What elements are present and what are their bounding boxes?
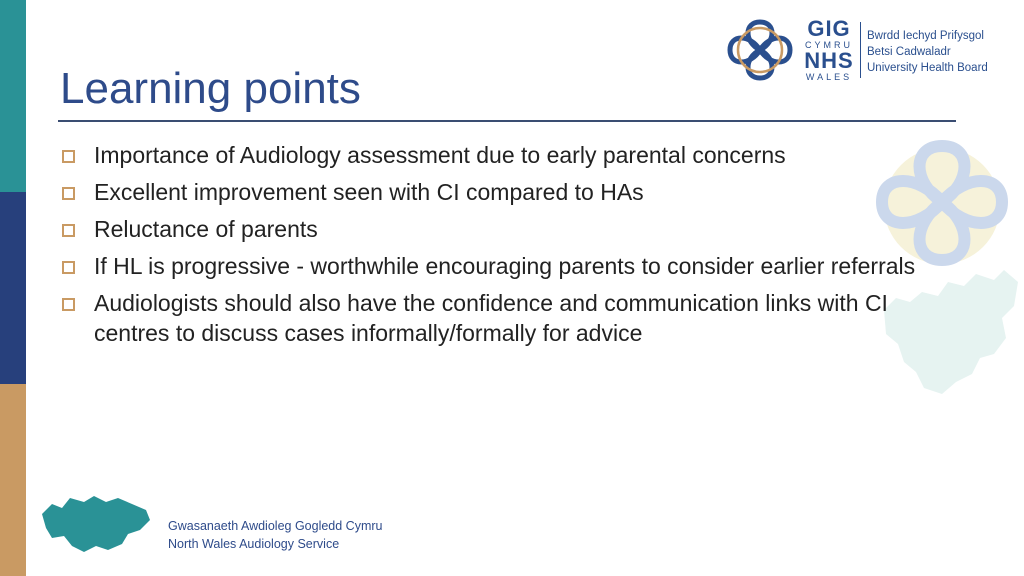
north-wales-map-icon — [40, 494, 152, 556]
bullet-square-icon — [62, 261, 75, 274]
bullet-text: Audiologists should also have the confidence and communication links with CI centres to discuss cases informally/formally for advice — [94, 290, 888, 346]
side-stripe-teal — [0, 0, 26, 192]
slide-title: Learning points — [60, 64, 361, 113]
list-item — [60, 214, 960, 244]
bullet-text: Importance of Audiology assessment due to early parental concerns — [94, 142, 786, 168]
footer-english: North Wales Audiology Service — [168, 537, 340, 551]
footer-service-name — [168, 517, 382, 553]
side-stripe-tan — [0, 384, 26, 576]
wales-text: WALES — [805, 72, 853, 82]
learning-points-list — [60, 140, 960, 355]
bullet-square-icon — [62, 224, 75, 237]
list-item — [60, 140, 960, 170]
bullet-text: Reluctance of parents — [94, 216, 318, 242]
gig-text: GIG — [807, 16, 851, 41]
gig-nhs-wordmark — [804, 18, 854, 82]
bullet-square-icon — [62, 150, 75, 163]
bullet-text: If HL is progressive - worthwhile encouraging parents to consider earlier referrals — [94, 253, 916, 279]
side-stripe-navy — [0, 192, 26, 384]
bullet-text: Excellent improvement seen with CI compared to HAs — [94, 179, 644, 205]
cymru-text: CYMRU — [805, 40, 853, 50]
bullet-square-icon — [62, 187, 75, 200]
health-board-name — [867, 28, 988, 76]
celtic-knot-icon — [724, 16, 796, 84]
footer-welsh: Gwasanaeth Awdioleg Gogledd Cymru — [168, 519, 383, 533]
list-item — [60, 177, 960, 207]
title-underline — [58, 120, 956, 122]
nhs-text: NHS — [804, 48, 854, 73]
list-item — [60, 251, 924, 281]
board-line-1: Bwrdd Iechyd Prifysgol — [867, 30, 984, 42]
list-item — [60, 288, 960, 348]
board-line-3: University Health Board — [867, 62, 988, 74]
bullet-square-icon — [62, 298, 75, 311]
logo-divider — [860, 22, 861, 78]
board-line-2: Betsi Cadwaladr — [867, 46, 951, 58]
nhs-board-logo — [724, 16, 1014, 84]
